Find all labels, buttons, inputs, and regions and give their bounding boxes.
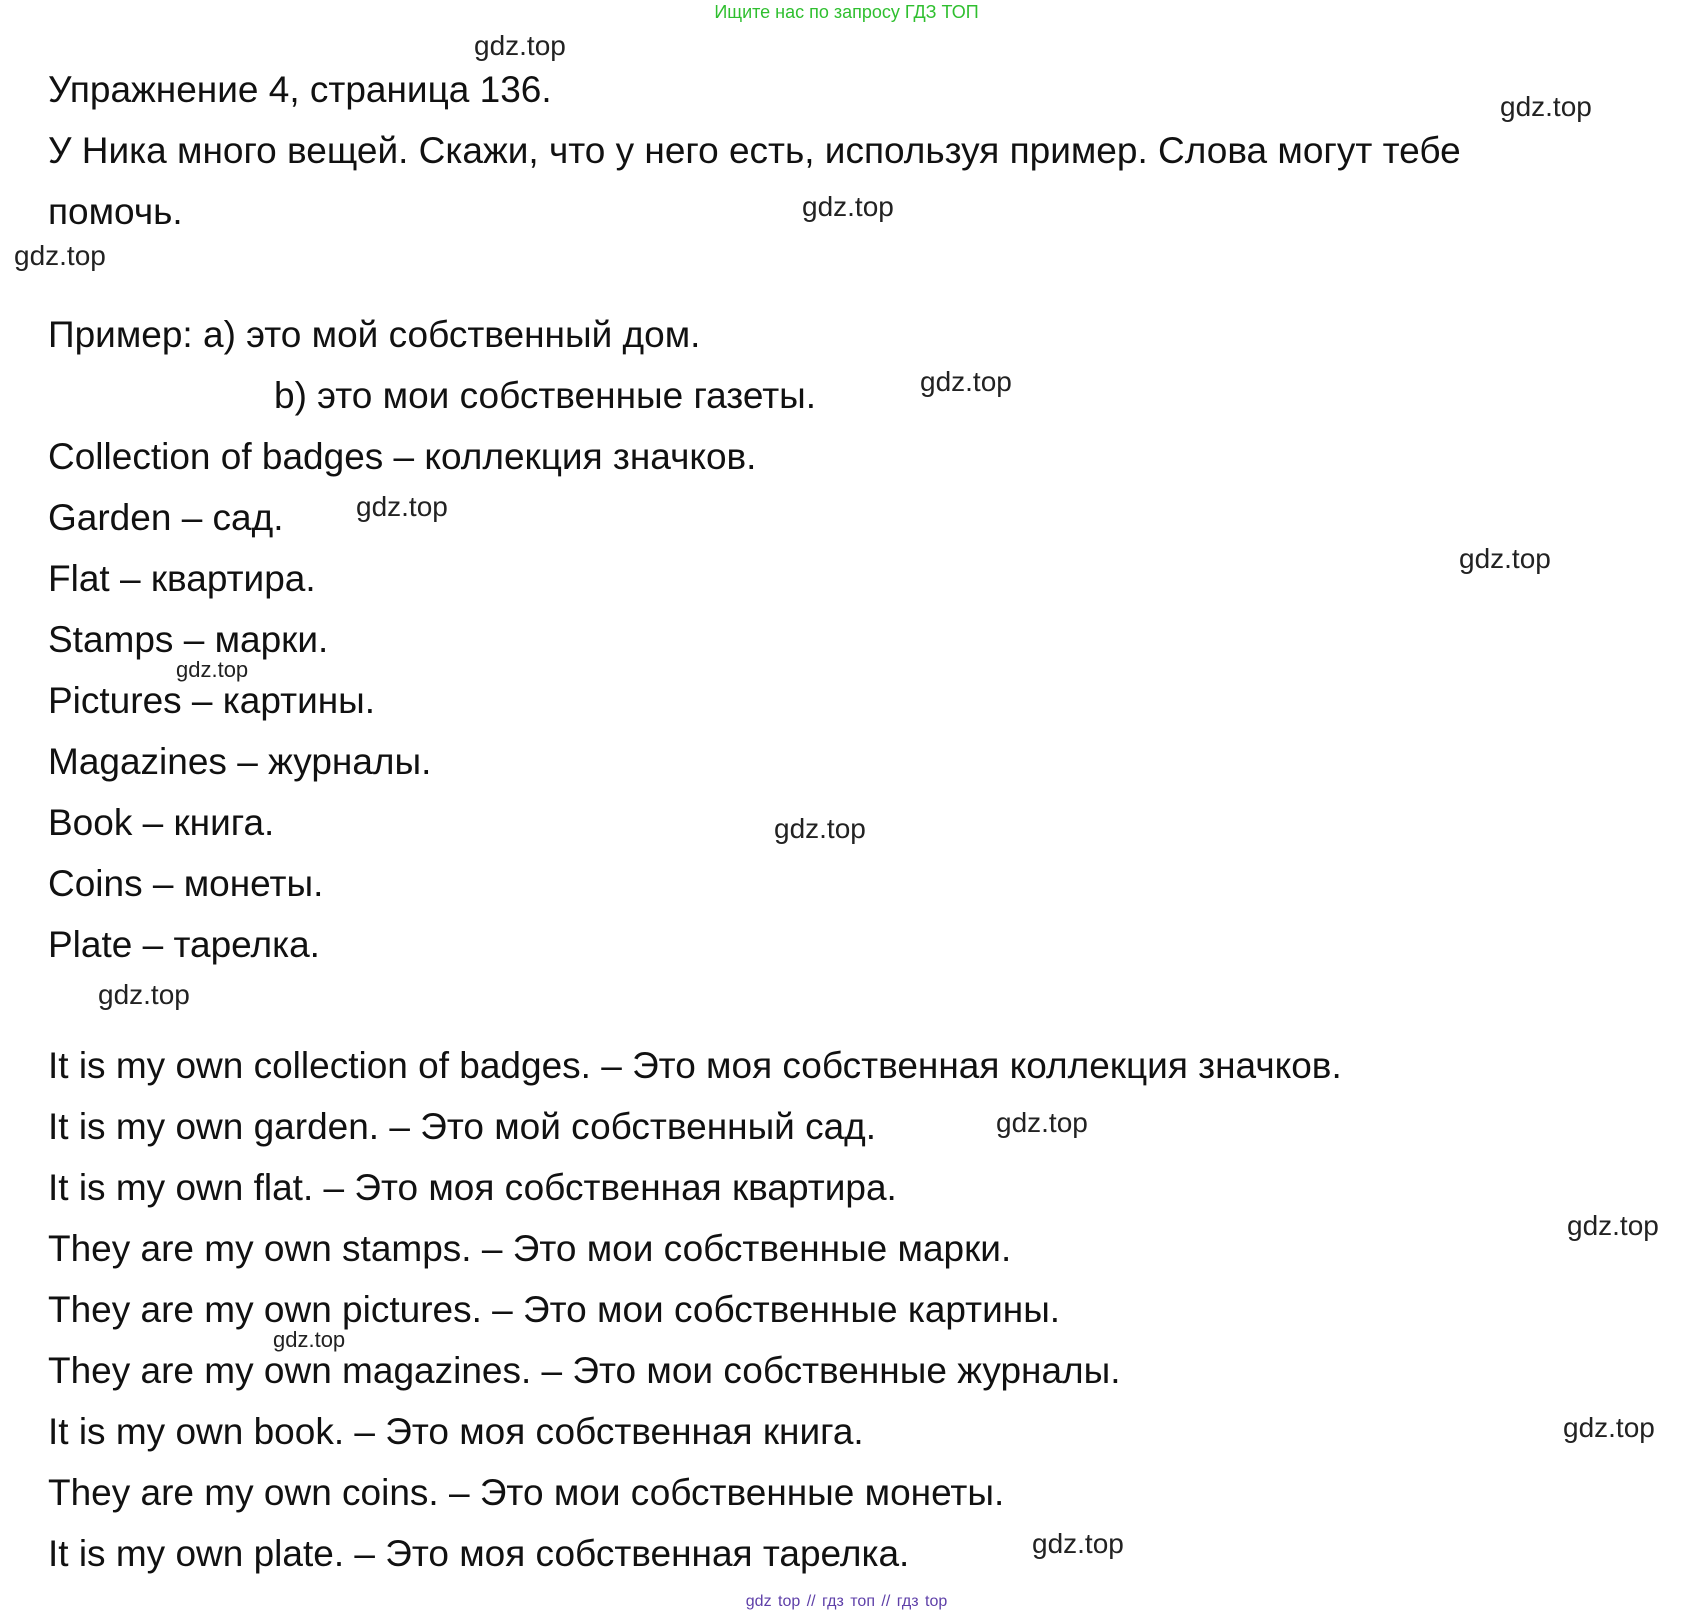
bottom-banner: gdz top // гдз топ // гдз top bbox=[745, 1593, 948, 1610]
watermark: gdz.top bbox=[176, 657, 249, 682]
watermark: gdz.top bbox=[98, 979, 190, 1010]
answer-line: It is my own collection of badges. – Это моя собственная коллекция значков. bbox=[48, 1045, 1342, 1086]
watermark: gdz.top bbox=[920, 366, 1012, 397]
vocabulary-item: Flat – квартира. bbox=[48, 558, 316, 599]
vocabulary-item: Book – книга. bbox=[48, 802, 275, 843]
vocabulary-item: Collection of badges – коллекция значков. bbox=[48, 436, 757, 477]
watermark: gdz.top bbox=[1459, 543, 1551, 574]
watermark: gdz.top bbox=[774, 813, 866, 844]
exercise-title: Упражнение 4, страница 136. bbox=[48, 69, 552, 110]
example-b: b) это мои собственные газеты. bbox=[274, 375, 817, 416]
answer-line: It is my own flat. – Это моя собственная квартира. bbox=[48, 1167, 897, 1208]
answer-line: It is my own book. – Это моя собственная книга. bbox=[48, 1411, 864, 1452]
watermark: gdz.top bbox=[1567, 1210, 1659, 1241]
watermark: gdz.top bbox=[1563, 1412, 1655, 1443]
answer-line: They are my own magazines. – Это мои собственные журналы. bbox=[48, 1350, 1121, 1391]
watermark: gdz.top bbox=[273, 1327, 346, 1352]
watermark: gdz.top bbox=[802, 191, 894, 222]
watermark: gdz.top bbox=[996, 1107, 1088, 1138]
answer-line: It is my own garden. – Это мой собственный сад. bbox=[48, 1106, 877, 1147]
vocabulary-item: Plate – тарелка. bbox=[48, 924, 320, 965]
watermark: gdz.top bbox=[1500, 91, 1592, 122]
vocabulary-item: Magazines – журналы. bbox=[48, 741, 432, 782]
watermark: gdz.top bbox=[14, 240, 106, 271]
answer-line: They are my own pictures. – Это мои собственные картины. bbox=[48, 1289, 1061, 1330]
vocabulary-item: Stamps – марки. bbox=[48, 619, 329, 660]
watermark: gdz.top bbox=[356, 491, 448, 522]
watermark: gdz.top bbox=[474, 30, 566, 61]
example-a: Пример: a) это мой собственный дом. bbox=[48, 314, 701, 355]
vocabulary-item: Coins – монеты. bbox=[48, 863, 324, 904]
watermark: gdz.top bbox=[1032, 1528, 1124, 1559]
answer-line: It is my own plate. – Это моя собственная тарелка. bbox=[48, 1533, 910, 1574]
instruction-line-2: помочь. bbox=[48, 191, 183, 232]
vocabulary-item: Garden – сад. bbox=[48, 497, 284, 538]
answer-line: They are my own coins. – Это мои собственные монеты. bbox=[48, 1472, 1005, 1513]
answer-line: They are my own stamps. – Это мои собственные марки. bbox=[48, 1228, 1012, 1269]
vocabulary-item: Pictures – картины. bbox=[48, 680, 376, 721]
instruction-line-1: У Ника много вещей. Скажи, что у него есть, используя пример. Слова могут тебе bbox=[48, 130, 1461, 171]
top-banner: Ищите нас по запросу ГДЗ ТОП bbox=[714, 2, 979, 22]
